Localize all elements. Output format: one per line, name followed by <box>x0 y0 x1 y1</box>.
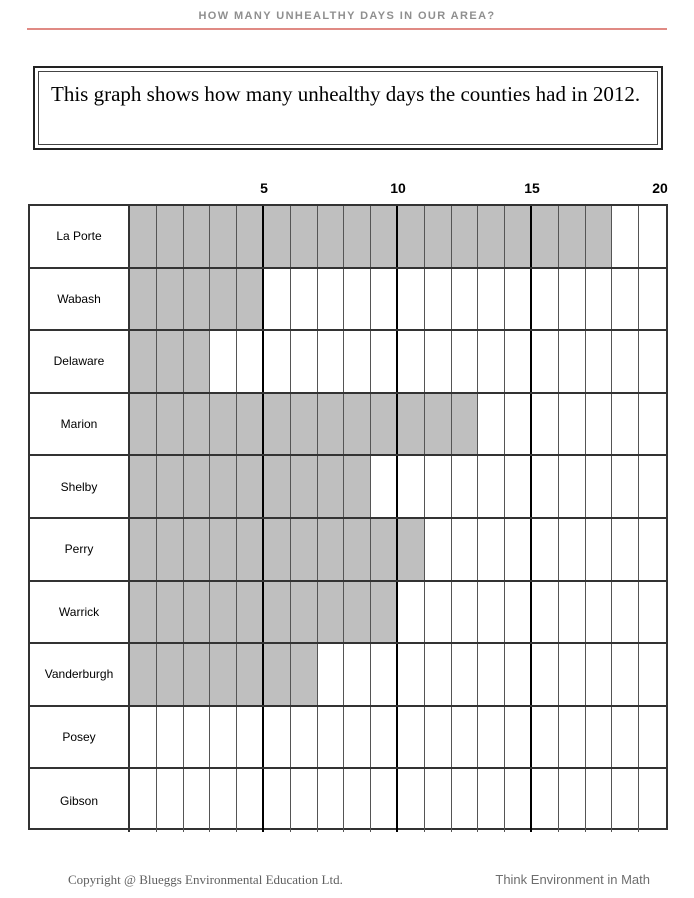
chart-cell <box>157 707 184 768</box>
chart-cell <box>210 644 237 705</box>
prompt-text: This graph shows how many unhealthy days the counties had in 2012. <box>51 82 641 106</box>
chart-cell <box>264 456 291 517</box>
chart-cell <box>398 394 425 455</box>
chart-cell <box>559 769 586 832</box>
chart-cell <box>478 394 505 455</box>
chart-cell <box>318 582 345 643</box>
chart-cell <box>532 519 559 580</box>
chart-cell <box>344 269 371 330</box>
chart-cell <box>505 582 532 643</box>
chart-cell <box>237 582 264 643</box>
chart-cell <box>425 707 452 768</box>
chart-cell <box>505 769 532 832</box>
chart-cell <box>612 269 639 330</box>
chart-row <box>30 269 666 332</box>
chart-cell <box>612 456 639 517</box>
chart-cell <box>478 582 505 643</box>
chart-cell <box>612 331 639 392</box>
chart-cell <box>398 707 425 768</box>
chart-cell <box>157 644 184 705</box>
chart-cell <box>371 331 398 392</box>
chart-cell <box>505 394 532 455</box>
chart-cell <box>532 644 559 705</box>
chart-cell <box>478 456 505 517</box>
x-axis-tick-label: 10 <box>390 180 406 196</box>
chart-row <box>30 769 666 832</box>
chart-cell <box>586 582 613 643</box>
chart-cell <box>184 206 211 267</box>
chart-cell <box>639 769 666 832</box>
chart-cell <box>586 644 613 705</box>
chart-cell <box>291 206 318 267</box>
chart-cell <box>532 206 559 267</box>
chart-cell <box>237 331 264 392</box>
chart-cell <box>532 456 559 517</box>
row-label-gibson: Gibson <box>30 769 130 832</box>
chart-cell <box>398 769 425 832</box>
row-plot <box>130 269 666 330</box>
chart-cell <box>184 644 211 705</box>
row-plot <box>130 206 666 267</box>
chart-cell <box>612 644 639 705</box>
chart-cell <box>452 519 479 580</box>
chart-cell <box>586 269 613 330</box>
chart-cell <box>425 582 452 643</box>
chart-cell <box>210 582 237 643</box>
chart-cell <box>318 394 345 455</box>
chart-cell <box>371 456 398 517</box>
chart-cell <box>344 206 371 267</box>
row-label-perry: Perry <box>30 519 130 580</box>
chart-cell <box>184 769 211 832</box>
chart-cell <box>612 394 639 455</box>
chart-row <box>30 394 666 457</box>
chart-cell <box>210 519 237 580</box>
row-plot <box>130 582 666 643</box>
chart-cell <box>344 394 371 455</box>
row-label-wabash: Wabash <box>30 269 130 330</box>
chart-cell <box>210 269 237 330</box>
chart-cell <box>478 707 505 768</box>
chart-grid <box>28 204 668 830</box>
chart-cell <box>452 456 479 517</box>
chart-cell <box>237 269 264 330</box>
chart-cell <box>344 644 371 705</box>
chart-cell <box>478 269 505 330</box>
chart-cell <box>452 394 479 455</box>
chart-cell <box>612 206 639 267</box>
page-footer <box>0 872 694 898</box>
chart-cell <box>237 206 264 267</box>
chart-cell <box>425 769 452 832</box>
chart-cell <box>371 644 398 705</box>
chart-cell <box>639 644 666 705</box>
chart-cell <box>398 456 425 517</box>
x-axis-tick-labels <box>28 178 668 204</box>
prompt-box-inner <box>38 71 658 145</box>
chart-cell <box>398 331 425 392</box>
chart-cell <box>559 707 586 768</box>
chart-cell <box>344 582 371 643</box>
chart-cell <box>264 582 291 643</box>
chart-cell <box>291 519 318 580</box>
row-plot <box>130 644 666 705</box>
chart-cell <box>184 519 211 580</box>
chart-cell <box>237 519 264 580</box>
chart-cell <box>425 269 452 330</box>
chart-cell <box>478 644 505 705</box>
chart-cell <box>344 769 371 832</box>
chart-cell <box>639 582 666 643</box>
chart-cell <box>452 769 479 832</box>
chart-cell <box>371 394 398 455</box>
chart-cell <box>210 331 237 392</box>
row-plot <box>130 394 666 455</box>
chart-cell <box>184 456 211 517</box>
page-header <box>0 0 694 30</box>
chart-cell <box>452 269 479 330</box>
chart-cell <box>130 394 157 455</box>
chart-cell <box>452 644 479 705</box>
chart-cell <box>452 707 479 768</box>
chart-cell <box>130 644 157 705</box>
row-label-marion: Marion <box>30 394 130 455</box>
chart-cell <box>344 331 371 392</box>
header-divider <box>27 28 667 30</box>
chart-cell <box>398 519 425 580</box>
chart-cell <box>184 582 211 643</box>
chart-cell <box>371 269 398 330</box>
chart-cell <box>291 707 318 768</box>
chart-cell <box>639 707 666 768</box>
row-plot <box>130 519 666 580</box>
chart-cell <box>210 206 237 267</box>
chart-cell <box>157 206 184 267</box>
chart-cell <box>291 769 318 832</box>
chart-cell <box>505 269 532 330</box>
chart-row <box>30 519 666 582</box>
chart-cell <box>291 331 318 392</box>
chart-cell <box>371 769 398 832</box>
chart-cell <box>398 206 425 267</box>
chart-cell <box>532 269 559 330</box>
chart-cell <box>157 456 184 517</box>
copyright-text: Copyright @ Blueggs Environmental Education Ltd. <box>68 872 343 887</box>
chart-cell <box>210 394 237 455</box>
chart-cell <box>318 269 345 330</box>
chart-cell <box>425 331 452 392</box>
chart-cell <box>586 394 613 455</box>
chart-cell <box>398 269 425 330</box>
chart-cell <box>318 206 345 267</box>
chart-cell <box>425 206 452 267</box>
chart-cell <box>505 206 532 267</box>
chart-cell <box>586 331 613 392</box>
chart-cell <box>639 519 666 580</box>
row-plot <box>130 331 666 392</box>
chart-cell <box>559 331 586 392</box>
chart-cell <box>264 519 291 580</box>
chart-cell <box>318 707 345 768</box>
chart-cell <box>237 769 264 832</box>
chart-cell <box>184 331 211 392</box>
row-label-posey: Posey <box>30 707 130 768</box>
chart-cell <box>425 519 452 580</box>
chart-row <box>30 206 666 269</box>
chart-cell <box>505 331 532 392</box>
chart-cell <box>344 707 371 768</box>
chart-cell <box>425 394 452 455</box>
chart-cell <box>264 707 291 768</box>
chart-cell <box>157 769 184 832</box>
chart-cell <box>210 707 237 768</box>
chart-cell <box>291 644 318 705</box>
prompt-box <box>33 66 663 150</box>
chart-cell <box>264 269 291 330</box>
chart-cell <box>452 206 479 267</box>
chart-cell <box>157 331 184 392</box>
chart-cell <box>612 769 639 832</box>
chart-cell <box>639 206 666 267</box>
chart-cell <box>425 644 452 705</box>
chart-cell <box>291 269 318 330</box>
tagline-text: Think Environment in Math <box>495 872 650 887</box>
chart-cell <box>157 269 184 330</box>
chart-cell <box>639 269 666 330</box>
chart-cell <box>612 582 639 643</box>
chart-cell <box>237 394 264 455</box>
chart-cell <box>371 707 398 768</box>
chart-cell <box>532 582 559 643</box>
chart-cell <box>532 331 559 392</box>
chart-cell <box>586 769 613 832</box>
chart-cell <box>425 456 452 517</box>
chart-cell <box>478 769 505 832</box>
chart-cell <box>318 644 345 705</box>
chart-cell <box>237 456 264 517</box>
chart-cell <box>639 456 666 517</box>
chart-cell <box>264 769 291 832</box>
chart-cell <box>586 707 613 768</box>
chart-cell <box>398 644 425 705</box>
chart-cell <box>586 519 613 580</box>
chart-cell <box>291 394 318 455</box>
chart-cell <box>612 519 639 580</box>
row-plot <box>130 769 666 832</box>
chart-cell <box>398 582 425 643</box>
chart-cell <box>130 582 157 643</box>
chart-cell <box>371 582 398 643</box>
chart-cell <box>291 456 318 517</box>
chart-cell <box>559 519 586 580</box>
chart-row <box>30 644 666 707</box>
chart-cell <box>318 456 345 517</box>
chart-cell <box>157 394 184 455</box>
chart-cell <box>264 206 291 267</box>
chart-cell <box>157 519 184 580</box>
chart-cell <box>559 582 586 643</box>
chart-cell <box>237 644 264 705</box>
chart-cell <box>612 707 639 768</box>
chart-cell <box>344 519 371 580</box>
chart-cell <box>130 331 157 392</box>
chart-cell <box>505 456 532 517</box>
chart-cell <box>237 707 264 768</box>
chart-cell <box>371 206 398 267</box>
chart-cell <box>452 582 479 643</box>
chart-cell <box>130 707 157 768</box>
chart-cell <box>184 707 211 768</box>
row-label-delaware: Delaware <box>30 331 130 392</box>
chart-cell <box>559 206 586 267</box>
chart-cell <box>371 519 398 580</box>
chart-cell <box>586 206 613 267</box>
chart-cell <box>505 519 532 580</box>
chart-cell <box>559 644 586 705</box>
chart <box>28 178 668 830</box>
chart-cell <box>318 769 345 832</box>
chart-cell <box>344 456 371 517</box>
page-title: HOW MANY UNHEALTHY DAYS IN OUR AREA? <box>198 10 496 22</box>
chart-cell <box>157 582 184 643</box>
chart-cell <box>318 519 345 580</box>
chart-row <box>30 331 666 394</box>
chart-cell <box>291 582 318 643</box>
chart-cell <box>318 331 345 392</box>
chart-cell <box>130 519 157 580</box>
chart-cell <box>559 456 586 517</box>
chart-cell <box>478 519 505 580</box>
chart-cell <box>639 394 666 455</box>
row-label-warrick: Warrick <box>30 582 130 643</box>
chart-cell <box>505 707 532 768</box>
chart-cell <box>130 769 157 832</box>
chart-cell <box>559 269 586 330</box>
chart-row <box>30 707 666 770</box>
chart-cell <box>478 206 505 267</box>
chart-cell <box>130 206 157 267</box>
chart-row <box>30 582 666 645</box>
chart-cell <box>130 269 157 330</box>
chart-cell <box>264 331 291 392</box>
chart-cell <box>505 644 532 705</box>
chart-cell <box>264 644 291 705</box>
row-plot <box>130 456 666 517</box>
chart-cell <box>210 769 237 832</box>
chart-cell <box>130 456 157 517</box>
chart-cell <box>639 331 666 392</box>
chart-cell <box>452 331 479 392</box>
row-label-shelby: Shelby <box>30 456 130 517</box>
chart-cell <box>264 394 291 455</box>
row-label-vanderburgh: Vanderburgh <box>30 644 130 705</box>
chart-cell <box>532 707 559 768</box>
chart-cell <box>532 769 559 832</box>
chart-cell <box>184 394 211 455</box>
chart-cell <box>586 456 613 517</box>
row-label-la-porte: La Porte <box>30 206 130 267</box>
x-axis-tick-label: 15 <box>524 180 540 196</box>
x-axis-tick-label: 20 <box>652 180 668 196</box>
chart-row <box>30 456 666 519</box>
row-plot <box>130 707 666 768</box>
chart-cell <box>184 269 211 330</box>
chart-cell <box>559 394 586 455</box>
x-axis-tick-label: 5 <box>260 180 268 196</box>
chart-cell <box>532 394 559 455</box>
chart-cell <box>210 456 237 517</box>
chart-cell <box>478 331 505 392</box>
